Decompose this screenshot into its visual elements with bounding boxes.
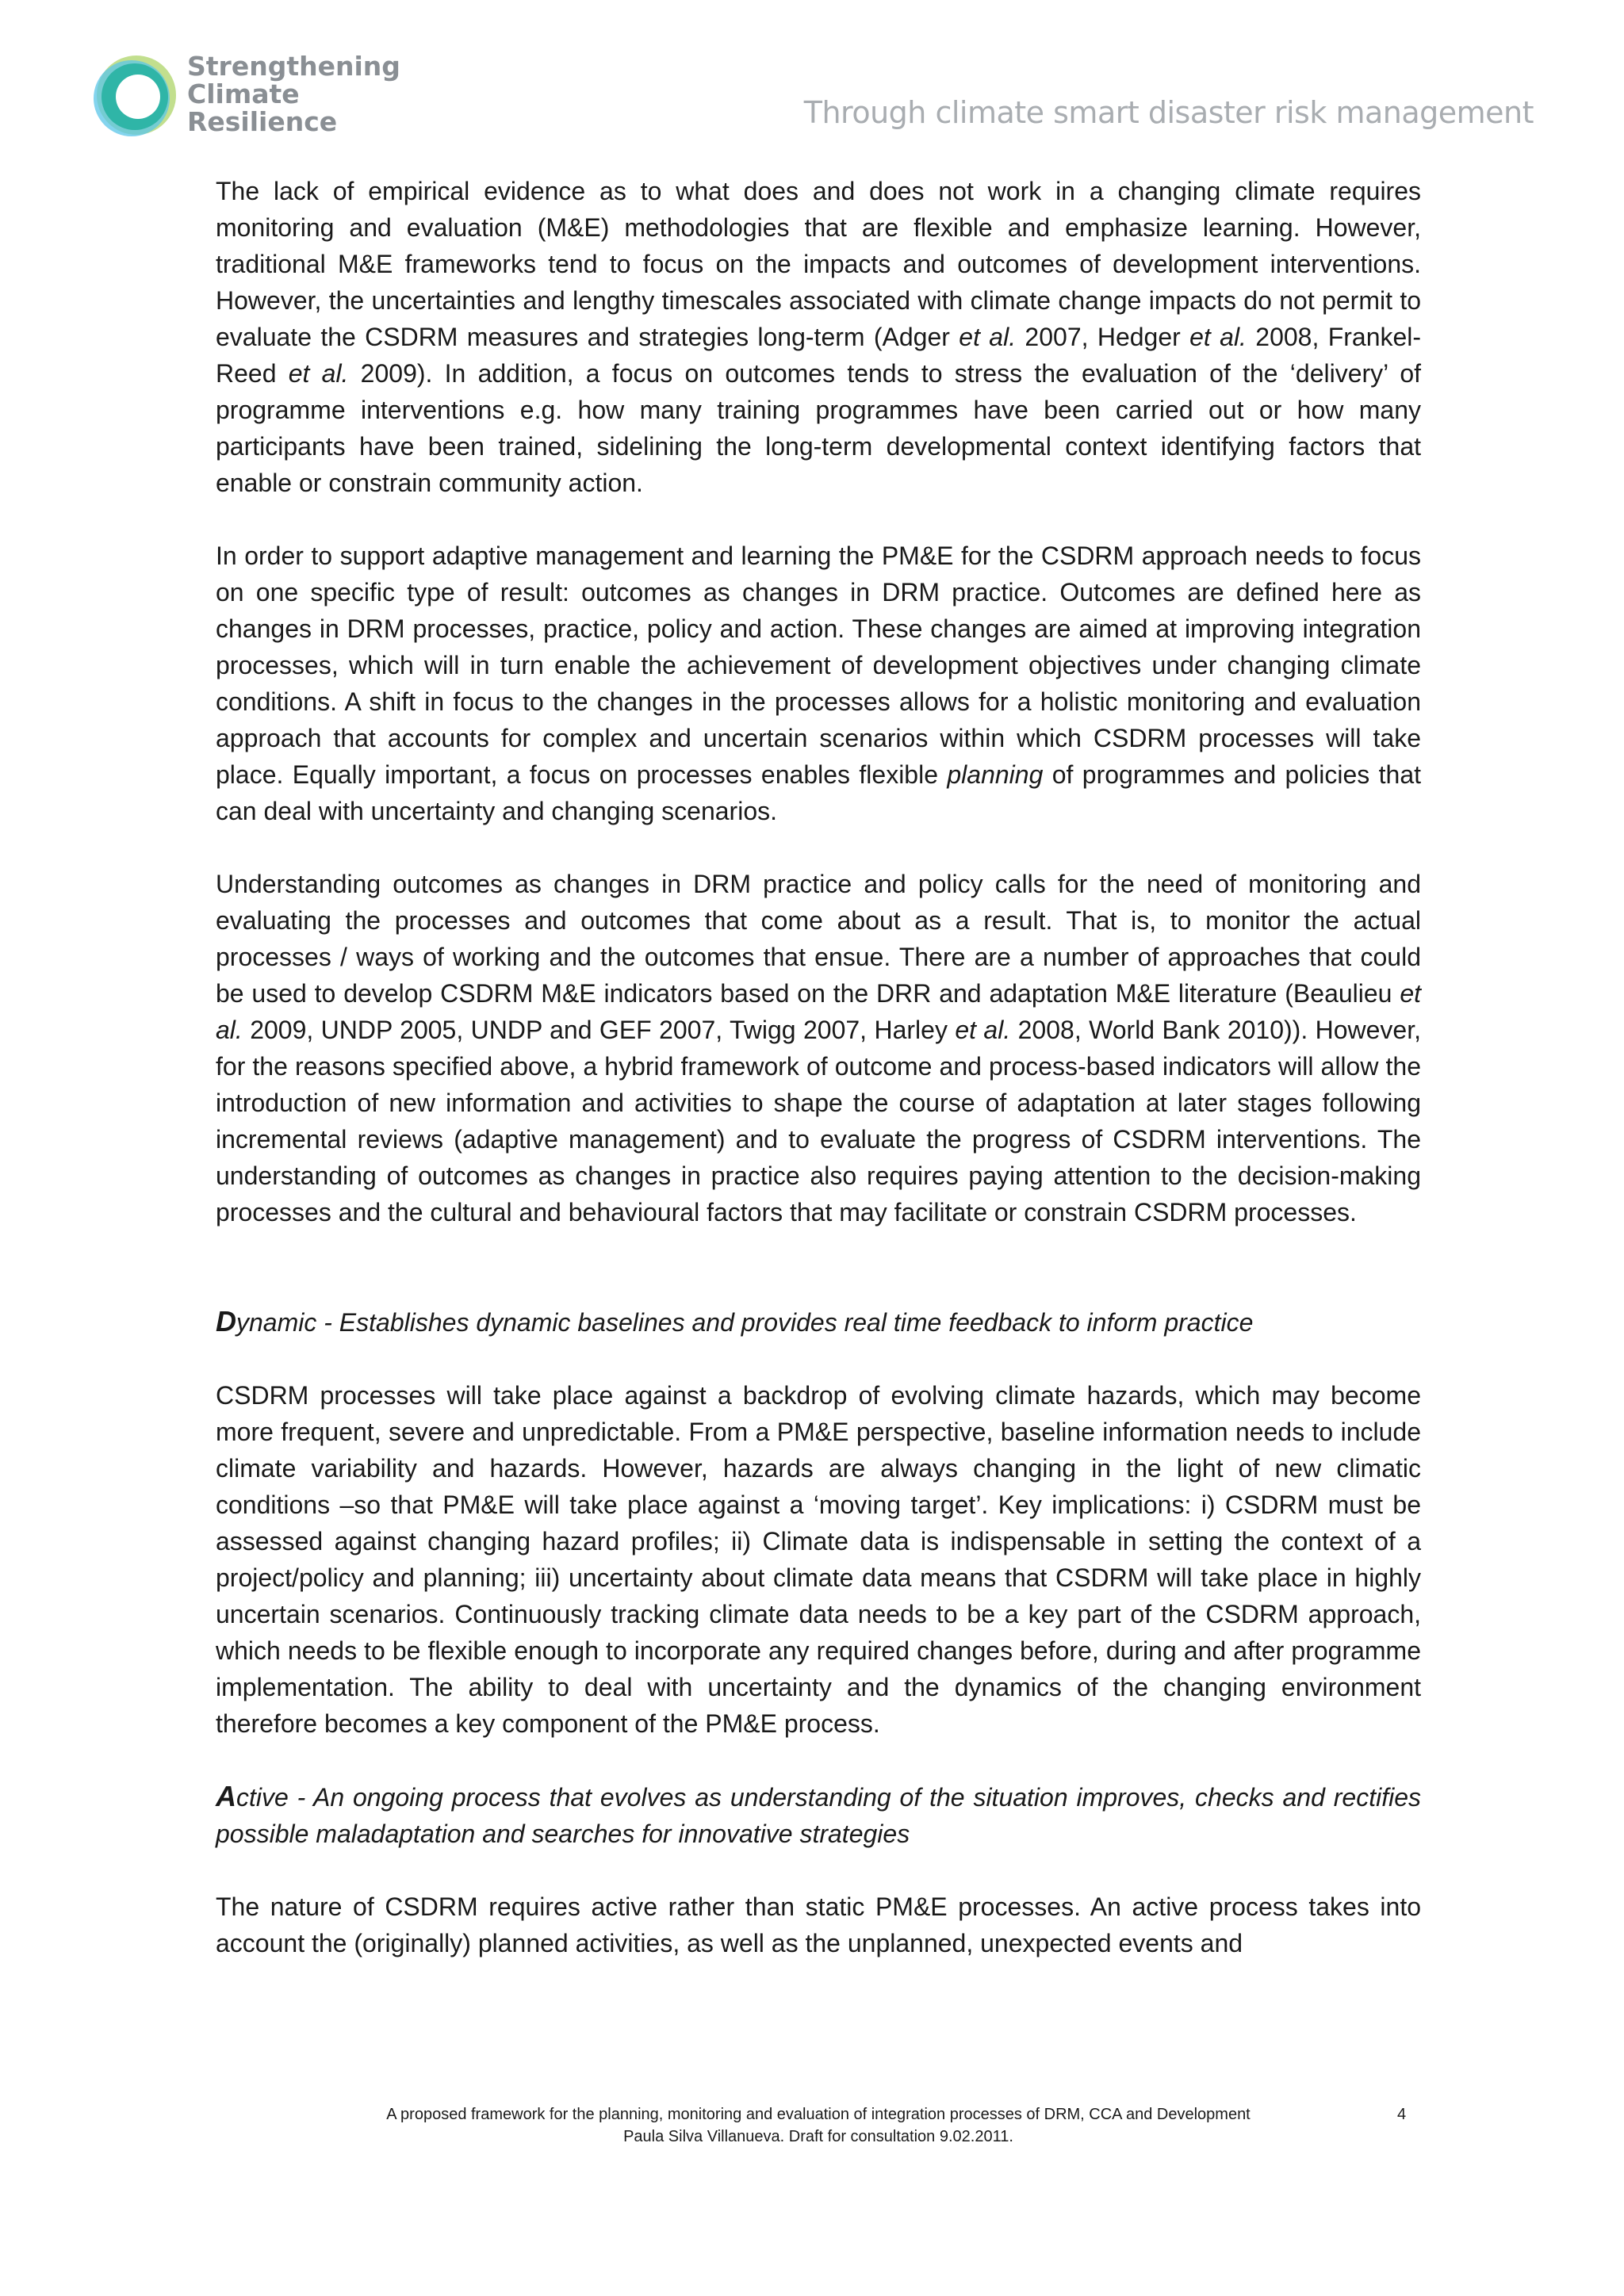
paragraph-2: In order to support adaptive management and learning the PM&E for the CSDRM approach needs to focus on one specific type of result: outcomes as changes in DRM practice. Outcomes are defined here as changes in DRM processes, practice, policy and action. These changes are aimed at improving integration processes, which will in turn enable the achievement of development objectives under changing climate conditions. A shift in focus to the changes in the processes allows for a holistic monitoring and evaluation approach that accounts for complex and uncertain scenarios within which CSDRM processes will take place. Equally important, a focus on processes enables flexible planning of programmes and policies that can deal with uncertainty and changing scenarios. <box>216 541 1422 825</box>
footer-line-2: Paula Silva Villanueva. Draft for consultation 9.02.2011. <box>623 2128 1013 2145</box>
document-body <box>216 173 1421 1961</box>
page-header <box>0 0 1624 141</box>
section-heading-active: Active - An ongoing process that evolves as understanding of the situation improves, checks and rectifies possible maladaptation and searches for innovative strategies <box>216 1780 1421 1848</box>
paragraph-1: The lack of empirical evidence as to what does and does not work in a changing climate requires monitoring and evaluation (M&E) methodologies that are flexible and emphasize learning. However, traditional M&E frameworks tend to focus on the impacts and outcomes of development interventions. However, the uncertainties and lengthy timescales associated with climate change impacts do not permit to evaluate the CSDRM measures and strategies long-term (Adger et al. 2007, Hedger et al. 2008, Frankel-Reed et al. 2009). In addition, a focus on outcomes tends to stress the evaluation of the ‘delivery’ of programme interventions e.g. how many training programmes have been carried out or how many participants have been trained, sidelining the long-term developmental context identifying factors that enable or constrain community action. <box>216 177 1422 497</box>
footer-line-1: A proposed framework for the planning, monitoring and evaluation of integration processes of DRM, CCA and Development <box>386 2106 1251 2123</box>
paragraph-3: Understanding outcomes as changes in DRM practice and policy calls for the need of monitoring and evaluating the processes and outcomes that come about as a result. That is, to monitor the actual processes / ways of working and the outcomes that ensue. There are a number of approaches that could be used to develop CSDRM M&E indicators based on the DRR and adaptation M&E literature (Beaulieu et al. 2009, UNDP 2005, UNDP and GEF 2007, Twigg 2007, Harley et al. 2008, World Bank 2010)). However, for the reasons specified above, a hybrid framework of outcome and process-based indicators will allow the introduction of new information and activities to shape the course of adaptation at later stages following incremental reviews (adaptive management) and to evaluate the progress of CSDRM interventions. The understanding of outcomes as changes in practice also requires paying attention to the decision-making processes and the cultural and behavioural factors that may facilitate or constrain CSDRM processes. <box>216 870 1422 1226</box>
page-footer <box>216 2103 1421 2148</box>
logo-line-2: Climate <box>187 78 300 109</box>
logo-line-1: Strengthening <box>187 51 400 82</box>
header-tagline: Through climate smart disaster risk management <box>803 95 1534 130</box>
paragraph-4: CSDRM processes will take place against a backdrop of evolving climate hazards, which may become more frequent, severe and unpredictable. From a PM&E perspective, baseline information needs to include climate variability and hazards. However, hazards are always changing in the light of new climatic conditions –so that PM&E will take place against a ‘moving target’. Key implications: i) CSDRM must be assessed against changing hazard profiles; ii) Climate data is indispensable in setting the context of a project/policy and planning; iii) uncertainty about climate data means that CSDRM will take place in highly uncertain scenarios. Continuously tracking climate data needs to be a key part of the CSDRM approach, which needs to be flexible enough to incorporate any required changes before, during and after programme implementation. The ability to deal with uncertainty and the dynamics of the changing environment therefore becomes a key component of the PM&E process. <box>216 1381 1421 1738</box>
section-heading-dynamic: Dynamic - Establishes dynamic baselines and provides real time feedback to inform practice <box>216 1305 1254 1337</box>
logo-line-3: Resilience <box>187 106 338 137</box>
logo-icon <box>89 49 184 144</box>
page-number: 4 <box>1397 2106 1407 2123</box>
paragraph-5: The nature of CSDRM requires active rather than static PM&E processes. An active process takes into account the (originally) planned activities, as well as the unplanned, unexpected events and <box>216 1892 1421 1957</box>
logo-wordmark <box>187 52 400 136</box>
